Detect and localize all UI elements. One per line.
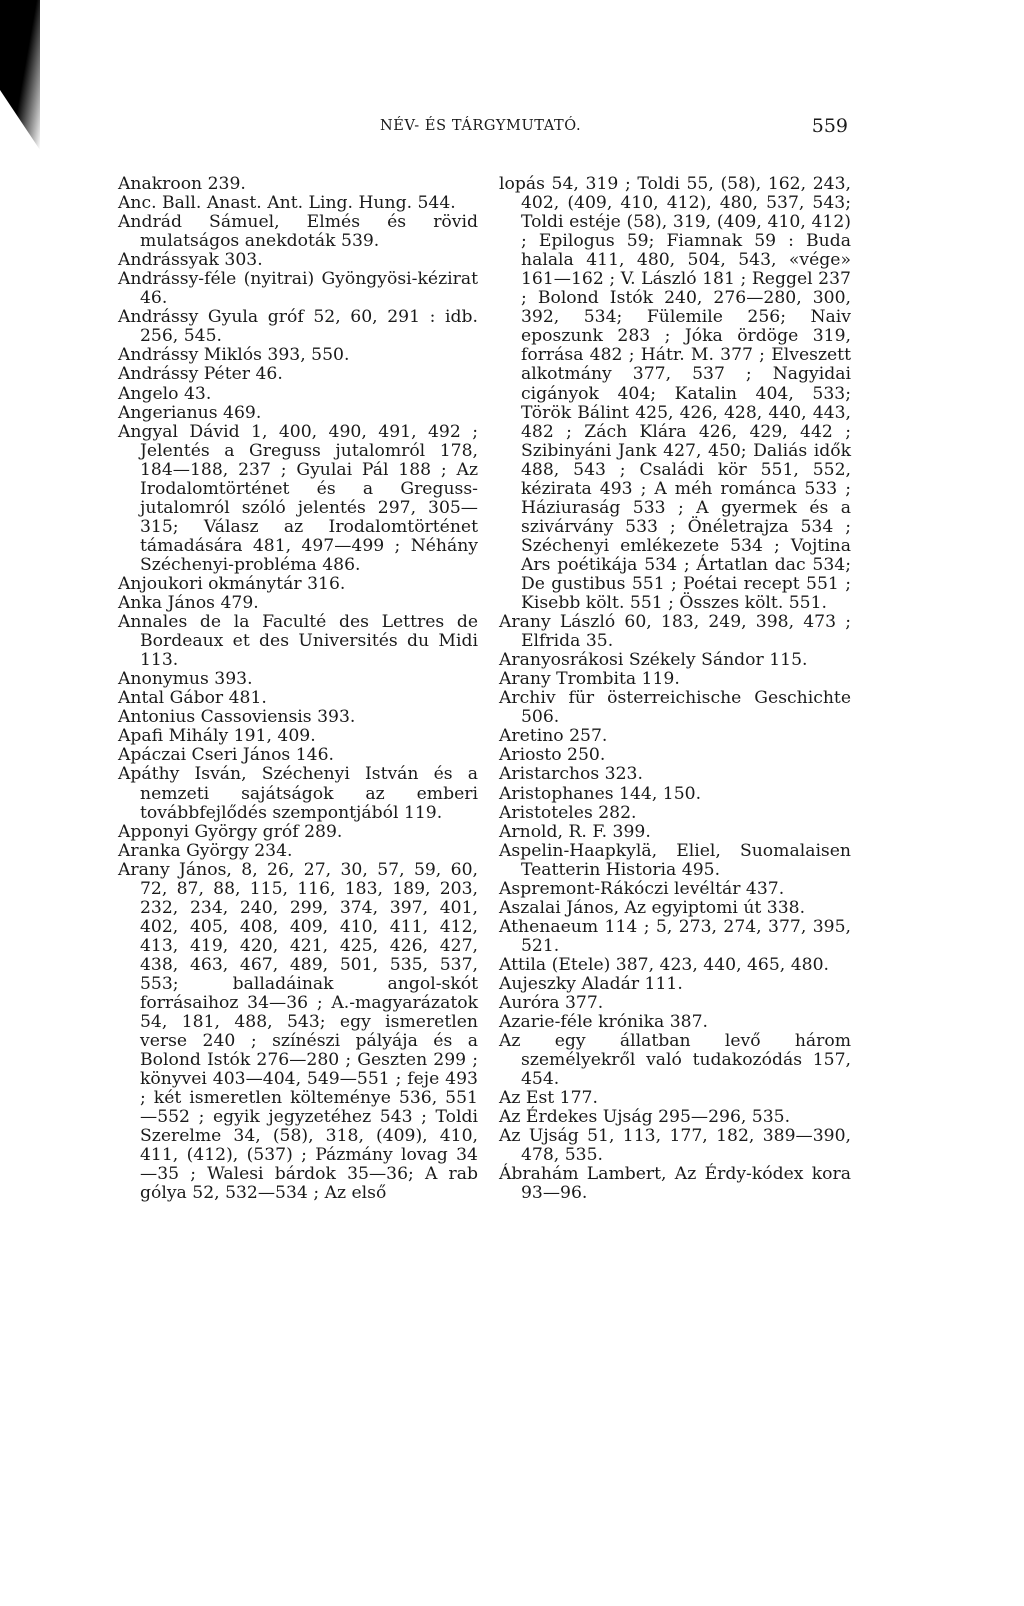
index-entry: Apáczai Cseri János 146. [118,745,334,766]
index-entry: Arnold, R. F. 399. [499,821,651,842]
page-edge-shadow [0,0,40,150]
index-entry: Aristoteles 282. [499,802,637,823]
index-entry: lopás 54, 319 ; Toldi 55, (58), 162, 243, 402, (409, 410, 412), 480, 537, 543; Toldi estéje (58), 319, (409, 410, 412) ; Epilogus 59; Fiamnak 59 : Buda halala 411, 480, 504, 543, «vége» 161—162 ; V. László 181 ; Reggel 237 ; Bolond Istók 240, 276—280, 300, 392, 534; Fülemile 256; Naiv eposzunk 283 ; Jóka ördöge 319, forrása 482 ; Hátr. M. 377 ; Elveszett alkotmány 377, 537 ; Nagyidai cigányok 404; Katalin 404, 533; Török Bálint 425, 426, 428, 440, 443, 482 ; Zách Klára 426, 429, 442 ; Szibinyáni Jank 427, 450; Daliás idők 488, 543 ; Családi kör 551, 552, kézirata 493 ; A méh románca 533 ; Háziuraság 533 ; A gyermek és a szivárvány 533 ; Önéletrajza 534 ; Széchenyi emlékezete 534 ; Vojtina Ars poétikája 534 ; Ártatlan dac 534; De gustibus 551 ; Poétai recept 551 ; Kisebb költ. 551 ; Összes költ. 551. [499,174,851,614]
index-entry: Aranka György 234. [118,840,293,861]
index-entry: Angyal Dávid 1, 400, 490, 491, 492 ; Jelentés a Greguss jutalomról 178, 184—188, 237 ; Gyulai Pál 188 ; Az Irodalomtörténet és a Greguss-jutalomról szóló jelentés 297, 305—315; Válasz az Irodalomtörténet támadására 481, 497—499 ; Néhány Széchenyi-probléma 486. [118,421,478,575]
index-entry: Ariosto 250. [499,745,606,766]
index-entry: Apafi Mihály 191, 409. [118,726,316,747]
index-entry: Anjoukori okmánytár 316. [118,573,346,594]
index-entry: Athenaeum 114 ; 5, 273, 274, 377, 395, 521. [499,916,851,956]
index-entry: Anc. Ball. Anast. Ant. Ling. Hung. 544. [118,193,456,214]
index-entry: Az egy állatban levő három személyekről való tudakozódás 157, 454. [499,1031,851,1090]
index-entry: Azarie-féle krónika 387. [499,1012,709,1033]
index-entry: Antonius Cassoviensis 393. [118,707,356,728]
index-entry: Antal Gábor 481. [118,688,267,709]
index-entry: Andrássy Miklós 393, 550. [118,345,350,366]
index-entry: Anonymus 393. [118,669,253,690]
index-entry: Anka János 479. [118,593,259,614]
index-entry: Aszalai János, Az egyiptomi út 338. [499,897,806,918]
index-entry: Arany László 60, 183, 249, 398, 473 ; Elfrida 35. [499,612,851,652]
index-entry: Aristophanes 144, 150. [499,783,702,804]
index-entry: Annales de la Faculté des Lettres de Bordeaux et des Universités du Midi 113. [118,612,478,671]
index-column-left [118,175,478,1204]
page-number: 559 [811,115,848,137]
index-entry: Auróra 377. [499,993,604,1014]
index-entry: Archiv für österreichische Geschichte 506. [499,688,851,728]
index-column-right [499,175,851,1204]
index-entry: Andrássy-féle (nyitrai) Gyöngyösi-kézirat 46. [118,269,478,309]
index-entry: Ábrahám Lambert, Az Érdy-kódex kora 93—96. [499,1164,851,1204]
index-entry: Andrássy Gyula gróf 52, 60, 291 : idb. 256, 545. [118,307,478,347]
index-entry: Aristarchos 323. [499,764,643,785]
index-entry: Arany János, 8, 26, 27, 30, 57, 59, 60, 72, 87, 88, 115, 116, 183, 189, 203, 232, 234, 240, 299, 374, 397, 401, 402, 405, 408, 409, 410, 411, 412, 413, 419, 420, 421, 425, 426, 427, 438, 463, 467, 489, 501, 535, 537, 553; balladáinak angol-skót forrásaihoz 34—36 ; A.-magyarázatok 54, 181, 488, 543; egy ismeretlen verse 240 ; színészi pályája és a Bolond Istók 276—280 ; Geszten 299 ; könyvei 403—404, 549—551 ; feje 493 ; két ismeretlen költeménye 536, 551—552 ; egyik jegyzetéhez 543 ; Toldi Szerelme 34, (58), 318, (409), 410, 411, (412), (537) ; Pázmány lovag 34—35 ; Walesi bárdok 35—36; A rab gólya 52, 532—534 ; Az első [118,859,478,1204]
index-entry: Aspremont-Rákóczi levéltár 437. [499,878,785,899]
index-entry: Attila (Etele) 387, 423, 440, 465, 480. [499,954,829,975]
index-entry: Az Érdekes Ujság 295—296, 535. [499,1107,791,1128]
index-entry: Aspelin-Haapkylä, Eliel, Suomalaisen Teatterin Historia 495. [499,840,851,880]
index-entry: Aujeszky Aladár 111. [499,973,683,994]
index-entry: Angerianus 469. [118,402,262,423]
index-entry: Angelo 43. [118,383,212,404]
index-entry: Aretino 257. [499,726,608,747]
index-entry: Az Est 177. [499,1088,598,1109]
running-title: NÉV- ÉS TÁRGYMUTATÓ. [380,118,582,134]
index-entry: Apáthy Isván, Széchenyi István és a nemzeti sajátságok az emberi továbbfejlődés szempontjából 119. [118,764,478,823]
index-entry: Andrássyak 303. [118,250,263,271]
index-entry: Aranyosrákosi Székely Sándor 115. [499,650,808,671]
index-entry: Anakroon 239. [118,174,246,194]
index-entry: Apponyi György gróf 289. [118,821,343,842]
index-entry: Az Ujság 51, 113, 177, 182, 389—390, 478, 535. [499,1126,851,1166]
index-entry: Andrád Sámuel, Elmés és rövid mulatságos anekdoták 539. [118,212,478,252]
index-entry: Andrássy Péter 46. [118,364,283,385]
page-header [118,115,848,142]
index-entry: Arany Trombita 119. [499,669,680,690]
